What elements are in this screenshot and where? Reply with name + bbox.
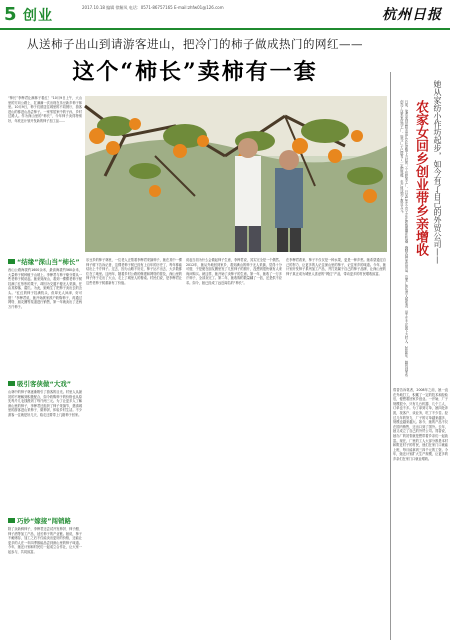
sidebar-subheadline: 她从家纺小作坊起步，如今有了自己的外贸公司——: [433, 80, 442, 264]
body-column-1: 乐豆乡的柿子林里，一位老人正帮着李榉君采摘柿子，她在其中一棵柿子树下告诉记者，这棵老柿子树已经有上百年的历史了，每年都能结出上千斤柿子。过去，因为山路不好走，柿子运不出去，大多数都烂在了地里。这两年，随着乡村公路的修建和网络的普及，深山里的柿子终于走出了大山，走上了城里人的餐桌。村民们说，是李榉君让这些老柿子树重新有了价值。: [86, 258, 182, 285]
sidebar-divider: [390, 72, 391, 640]
photo-caption: 请扫二维码 浙中周 蔡伟 摄影: [419, 341, 465, 345]
sidebar-lead: 日前，笔者来到富阳市富江区杜泽镇下方村的一个纺织加工厂，只见10多个员工正在熟练地操作机器，缝制各种家纺用品。这家厂的负责人叫郑香，是土生土长的下方村人。2008年，她回到家乡，创办了这家家纺加工厂，如今厂子已经有了一定的规模，年产值达到了数百万元。: [399, 100, 408, 380]
sidebar-body: 郑香告诉笔者，2008年之前，她一直在外地打工，积累了一定的技术和经验后，便想着回家乡创业。一开始，厂子规模很小，只有几台机器、几个工人，订单也不多。为了拿到订单，她四处奔波，找客户、谈业务，吃了不少苦。经过几年的努力，厂子的订单越来越多，规模也越来越大。如今，她的产品不仅在国内销售，还出口到了国外。去年，她又成立了自己的外贸公司。郑香说，她办厂的初衷就是想带着乡亲们一起致富。现在，厂里的工人大部分都是本村和附近村子的村民，他们在家门口就能上班，每月能拿到三四千元的工资。今年，她还计划扩大生产规模，让更多的乡亲们在家门口就业增收。: [393, 388, 448, 461]
article-headline: 这个“柿长”卖柿有一套: [72, 59, 318, 85]
date-editor-line: 2017.10.18 编辑 徐解凤 电话：0571-86757165 E-mail:zhfw01@126.com: [82, 5, 224, 10]
section-marker: [8, 381, 15, 386]
section-name: 创业: [23, 8, 53, 24]
intro-paragraph: “柿长”李榉君让满林子看红！”10月9日上午，大山里的方向公路上，扛满满一次出现在乐豆新乡柿子林里。10月9日，柿子们被送往城里的不同餐厅，游客进山的都进山品尝柿子。一家邻居家中的子孙，乡村过路人。作为深山里的“柿长”，今年柿子卖得特别好，年底还计划开发新的柿子加工品……: [8, 96, 82, 123]
section-title-3: 巧妙“嫁接”闯销路: [17, 517, 72, 525]
body-column-3: 在李榉君看来，柿子不仅仅是一种水果，更是一种乡愁。她希望通过自己的努力，让更多的人记住深山里的柿子，记住家乡的味道。今年，她计划开发柿子系列加工产品，并打造属于自己的柿子品牌，让深山里的柿子真正成为城里人喜爱的“网红”产品，带动更多的村民增收致富。: [286, 258, 386, 276]
persimmon-picking-illustration: [85, 96, 387, 252]
masthead-rule: [0, 28, 450, 30]
section-body-2: 山林中的柿子林逐渐吸引了游客的目光。村里人从最初的不理解到积极配合，如今收购柿子的价格也从原先每斤几毛钱涨到了每斤两三元。为了让更多人了解深山里的柿子，李榉君还组织了柿子采摘节，邀请城里的游客进山采柿子、做柿饼，体验乡村生活。不少游客一住就是好几天，临走还要带上几箱柿子回家。: [8, 390, 82, 417]
section-body-1: 西山公路海拔约1600余米，最高海拔约560余米，大量柿子树种植于山坡上。李榉君与柿子缘分要从一些老柿子树说起。她来到深山，看到一棵棵老柿子树挂满了红彤彤的果子，却因为交通不便无人采摘，任由其掉落、腐烂。为此，她萌生了把柿子卖出去的念头。“红红的柿子挂满枝头，但却无人问津，好可惜！”李榉君说，她开始挨家挨户收购柿子，再通过网络、朋友圈等渠道进行销售，第一年就卖出了近两万斤柿子。: [8, 268, 82, 309]
section-marker: [8, 518, 15, 523]
masthead: [0, 0, 450, 32]
body-column-2: 说起当初为什么会做起柿子生意，李榉君说，其实完全是一个偶然。2012年，她从外地回到家乡，看到满山的柿子无人采摘，觉得十分可惜，于是便在朋友圈里发了几张柿子的照片，没想到很快就有人来询问购买。就这样，她开始了卖柿子的生意。第一年，她收了一万多斤柿子，全部卖完了。第二年，她收购的数量翻了一倍，还是供不应求。如今，她已经成了远近闻名的“柿长”。: [186, 258, 282, 285]
section-marker: [8, 259, 15, 264]
article-subheadline: 从送柿子出山到请游客进山，把冷门的柿子做成热门的网红——: [27, 37, 363, 51]
newspaper-name: 杭州日报: [382, 7, 442, 23]
section-title-2: 吸引客侠做“大戏”: [17, 380, 72, 388]
section-title-1: “结缘”深山当“柿长”: [17, 258, 80, 266]
section-body-3: 除了卖新鲜柿子，李榉君还尝试开发柿饼、柿子醋、柿子酒等加工产品，延长柿子的产业链。她说，柿子不耐储存，加工之后不仅能卖出更好的价格，还能让更多的人在一年四季都能品尝到深山里的柿子味道。今年，她还计划和村民们一起成立合作社，让大家一起参与，共同致富。: [8, 527, 82, 554]
page-number: 5: [4, 4, 17, 25]
sidebar-headline: 农家女回乡创业带乡亲增收: [413, 100, 428, 256]
